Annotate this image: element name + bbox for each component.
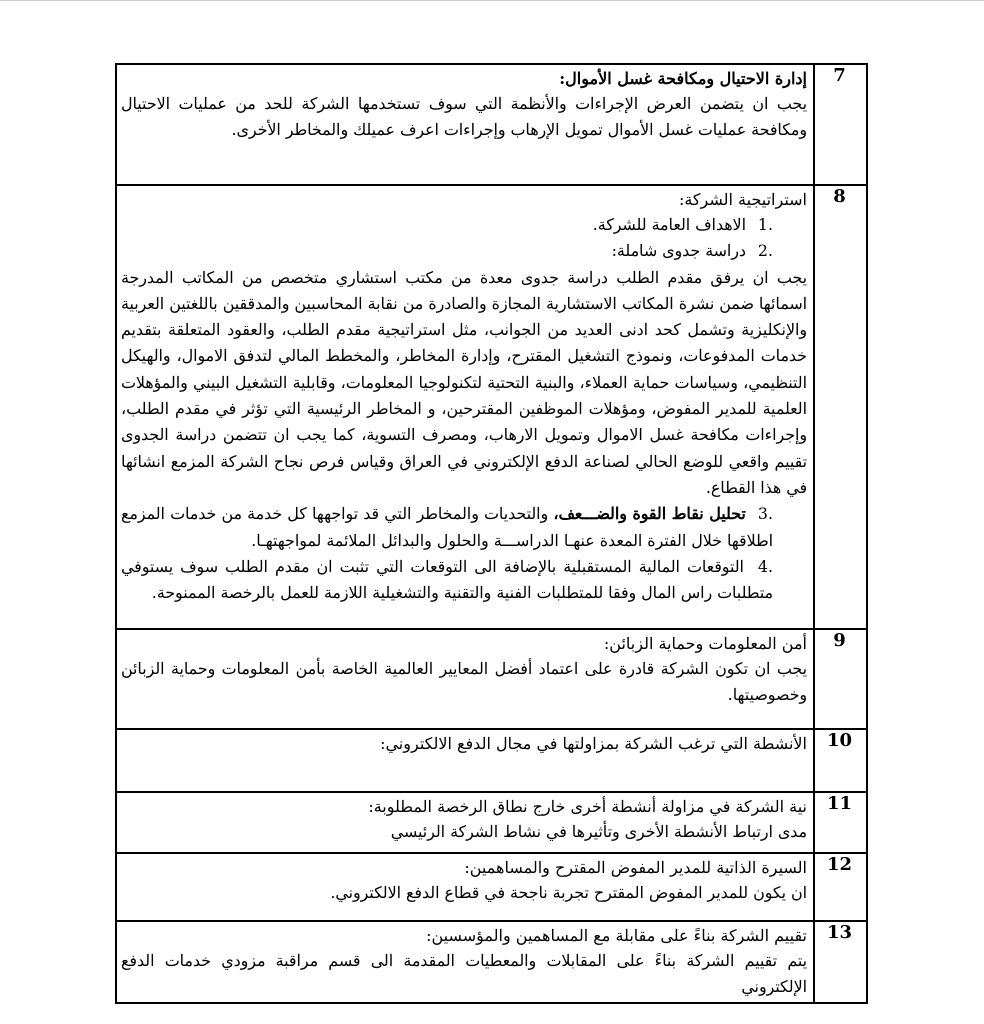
row-content bbox=[116, 185, 814, 629]
section-paragraph: يتم تقييم الشركة بناءً على المقابلات والمعطيات المقدمة الى قسم مراقبة مزودي خدمات الدفع الإلكتروني bbox=[121, 951, 807, 997]
section-paragraph: يجب ان تكون الشركة قادرة على اعتماد أفضل المعايير العالمية الخاصة بأمن المعلومات وحماية الزبائن وخصوصيتها. bbox=[121, 659, 807, 705]
list-item-text: الاهداف العامة للشركة. bbox=[592, 215, 746, 234]
section-title: تقييم الشركة بناءً على مقابلة مع المساهمين والمؤسسين: bbox=[426, 926, 807, 945]
list-item-text: والتحديات والمخاطر التي قد تواجهها كل خدمة من خدمات المزمع اطلاقها خلال الفترة المعدة عنهـا الدراســـة والحلول والبدائل الملائمة لمواجهتهـا. bbox=[121, 504, 773, 550]
section-paragraph: يجب ان يتضمن العرض الإجراءات والأنظمة التي سوف تستخدمها الشركة للحد من عمليات الاحتيال ومكافحة عمليات غسل الأموال تمويل الإرهاب وإجراءات اعرف عميلك والمخاطر الأخرى. bbox=[121, 94, 807, 140]
list-item-number: .4 bbox=[757, 556, 773, 576]
row-content bbox=[116, 853, 814, 921]
row-number: 13 bbox=[814, 921, 867, 1003]
table-row bbox=[116, 729, 867, 792]
section-title: الأنشطة التي ترغب الشركة بمزاولتها في مجال الدفع الالكتروني: bbox=[380, 734, 807, 753]
section-title: السيرة الذاتية للمدير المفوض المقترح والمساهمين: bbox=[464, 858, 807, 877]
table-row bbox=[116, 792, 867, 853]
list-item-text: التوقعات المالية المستقبلية بالإضافة الى التوقعات التي تثبت ان مقدم الطلب سوف يستوفي متطلبات راس المال وفقا للمتطلبات الفنية والتقنية والتشغيلية اللازمة للعمل بالرخصة الممنوحة. bbox=[121, 556, 773, 603]
table-row bbox=[116, 185, 867, 629]
row-number: 12 bbox=[814, 853, 867, 921]
list-item-lead: تحليل نقاط القوة والضـــعف، bbox=[553, 504, 746, 524]
section-title: أمن المعلومات وحماية الزبائن: bbox=[603, 634, 807, 653]
row-number: 11 bbox=[814, 792, 867, 853]
section-paragraph: يجب ان يرفق مقدم الطلب دراسة جدوى معدة من مكتب استشاري متخصص من المكاتب المدرجة اسمائها ضمن نشرة المكاتب الاستشارية المجازة والصادرة من نقابة المحاسبين والمدققين باللغتين العربية والإنكليزية وتشمل كحد ادنى العديد من الجوانب، مثل استراتيجية مقدم الطلب، والعقود المتعلقة بتقديم خدمات المدفوعات، ونموذج التشغيل المقترح، وإدارة المخاطر، والمخطط المالي لتدفق الاموال، والهيكل التنظيمي، وسياسات حماية العملاء، والبنية التحتية لتكنولوجيا المعلومات، وقابلية التشغيل البيني والمؤهلات العلمية للمدير المفوض، ومؤهلات الموظفين المقترحين، و المخاطر الرئيسية التي تؤثر في مقدم الطلب، وإجراءات مكافحة غسل الاموال وتمويل الارهاب، ومصرف التسوية، كما يجب ان تتضمن دراسة الجدوى تقييم واقعي للوضع الحالي لصناعة الدفع الإلكتروني في العراق وقياس فرص نجاح الشركة المزمع انشائها في هذا القطاع. bbox=[121, 267, 807, 497]
row-number: 8 bbox=[814, 185, 867, 629]
section-title: نية الشركة في مزاولة أنشطة أخرى خارج نطاق الرخصة المطلوبة: bbox=[368, 797, 807, 816]
table-row bbox=[116, 629, 867, 729]
row-content bbox=[116, 629, 814, 729]
table-row bbox=[116, 921, 867, 1003]
row-content bbox=[116, 729, 814, 792]
list-item-number: .2 bbox=[757, 241, 773, 261]
row-content bbox=[116, 64, 814, 185]
row-content bbox=[116, 921, 814, 1003]
row-number: 10 bbox=[814, 729, 867, 792]
section-title: استراتيجية الشركة: bbox=[678, 190, 807, 209]
row-number: 7 bbox=[814, 64, 867, 185]
section-paragraph: مدى ارتباط الأنشطة الأخرى وتأثيرها في نشاط الشركة الرئيسي bbox=[390, 822, 807, 841]
section-paragraph: ان يكون للمدير المفوض المقترح تجربة ناجحة في قطاع الدفع الالكتروني. bbox=[330, 883, 807, 902]
list-item bbox=[121, 501, 807, 554]
list-item-number: .3 bbox=[757, 504, 773, 524]
list-item-number: .1 bbox=[757, 215, 773, 234]
page-top-rule bbox=[0, 0, 984, 1]
list-item-text: دراسة جدوى شاملة: bbox=[611, 241, 746, 261]
list-item bbox=[121, 238, 807, 264]
row-number: 9 bbox=[814, 629, 867, 729]
table-row bbox=[116, 853, 867, 921]
list-item bbox=[121, 212, 807, 238]
requirements-table bbox=[115, 63, 868, 1004]
row-content bbox=[116, 792, 814, 853]
section-title: إدارة الاحتيال ومكافحة غسل الأموال: bbox=[559, 69, 807, 88]
table-row bbox=[116, 64, 867, 185]
list-item bbox=[121, 554, 807, 607]
